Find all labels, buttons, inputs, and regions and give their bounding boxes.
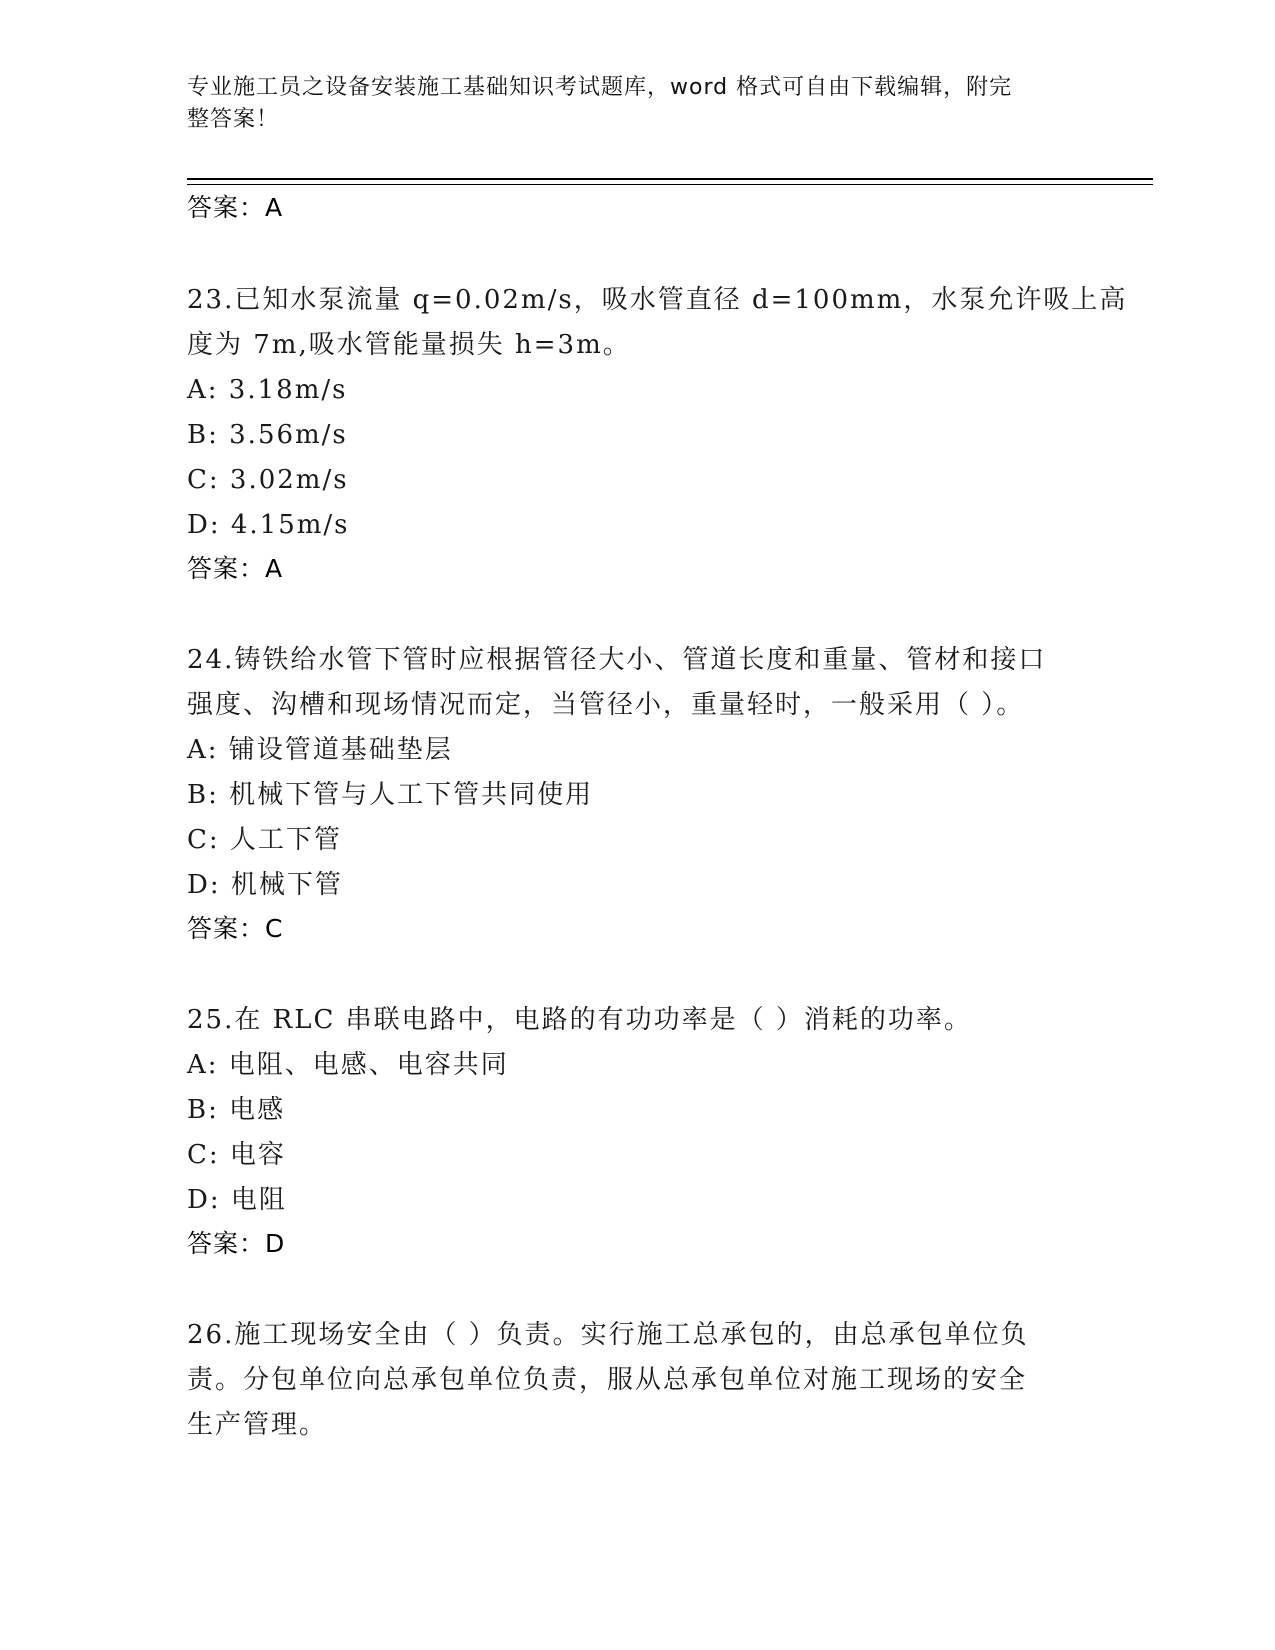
question-24-option-b: B: 机械下管与人工下管共同使用 <box>187 780 594 810</box>
question-23-option-d: D: 4.15m/s <box>187 510 350 540</box>
question-24-line-1: 24.铸铁给水管下管时应根据管径大小、管道长度和重量、管材和接口 <box>187 645 1047 675</box>
question-26-line-2: 责。分包单位向总承包单位负责，服从总承包单位对施工现场的安全 <box>187 1365 1028 1395</box>
question-25-answer: 答案：D <box>187 1229 286 1258</box>
question-24-answer: 答案：C <box>187 914 284 943</box>
question-23-option-a: A: 3.18m/s <box>187 375 348 405</box>
question-23-option-c: C: 3.02m/s <box>187 465 349 495</box>
question-24-option-d: D: 机械下管 <box>187 870 343 900</box>
question-26-line-3: 生产管理。 <box>187 1410 328 1440</box>
question-25-option-c: C: 电容 <box>187 1140 286 1170</box>
question-25-option-a: A: 电阻、电感、电容共同 <box>187 1050 509 1080</box>
question-23-answer: 答案：A <box>187 554 284 583</box>
header-line-2: 整答案！ <box>187 107 280 132</box>
question-25-option-b: B: 电感 <box>187 1095 286 1125</box>
question-26-line-1: 26.施工现场安全由（ ）负责。实行施工总承包的，由总承包单位负 <box>187 1320 1029 1350</box>
question-24-option-a: A: 铺设管道基础垫层 <box>187 735 453 765</box>
question-23-line-1: 23.已知水泵流量 q=0.02m/s，吸水管直径 d=100mm，水泵允许吸上高 <box>187 285 1128 315</box>
header-divider-thin <box>187 184 1153 185</box>
question-25-option-d: D: 电阻 <box>187 1185 287 1215</box>
answer-previous: 答案：A <box>187 193 284 222</box>
question-23-option-b: B: 3.56m/s <box>187 420 348 450</box>
header-line-1: 专业施工员之设备安装施工基础知识考试题库，word 格式可自由下载编辑，附完 <box>187 75 1013 100</box>
document-header <box>187 72 1067 136</box>
question-24-option-c: C: 人工下管 <box>187 825 342 855</box>
question-23-line-2: 度为 7m,吸水管能量损失 h=3m。 <box>187 330 631 360</box>
question-25-line-1: 25.在 RLC 串联电路中，电路的有功功率是（ ）消耗的功率。 <box>187 1005 972 1035</box>
question-24-line-2: 强度、沟槽和现场情况而定，当管径小，重量轻时，一般采用（ ）。 <box>187 690 1025 720</box>
header-divider-thick <box>187 178 1153 180</box>
